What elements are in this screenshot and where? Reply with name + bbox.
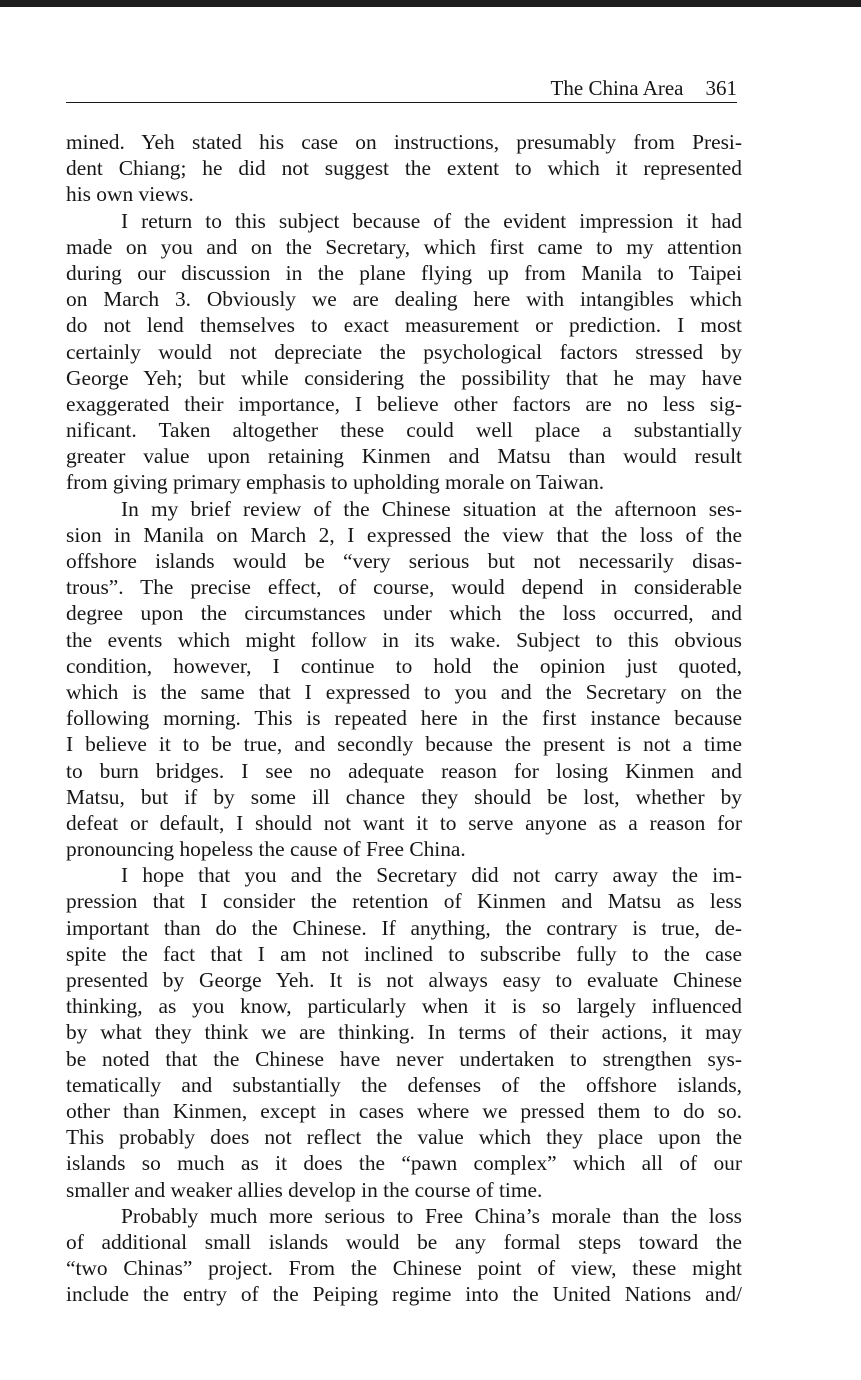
text-line: other than Kinmen, except in cases where we pressed them to do so.	[66, 1098, 742, 1123]
text-line: the events which might follow in its wake. Subject to this obvious	[66, 627, 742, 652]
text-line: by what they think we are thinking. In terms of their actions, it may	[66, 1020, 742, 1045]
text-line: mined. Yeh stated his case on instructions, presumably from Presi-	[66, 130, 742, 154]
text-line: trous”. The precise effect, of course, would depend in considerable	[66, 575, 742, 600]
text-line: Matsu, but if by some ill chance they should be lost, whether by	[66, 784, 742, 809]
text-line: during our discussion in the plane flying up from Manila to Taipei	[66, 260, 742, 285]
text-line: I return to this subject because of the evident impression it had	[121, 208, 742, 233]
text-line: nificant. Taken altogether these could well place a substantially	[66, 418, 742, 443]
text-line: pronouncing hopeless the cause of Free China.	[66, 837, 466, 862]
text-line: smaller and weaker allies develop in the course of time.	[66, 1177, 543, 1202]
text-line: sion in Manila on March 2, I expressed the view that the loss of the	[66, 522, 742, 547]
text-line: offshore islands would be “very serious but not necessarily disas-	[66, 549, 742, 573]
text-line: degree upon the circumstances under which the loss occurred, and	[66, 601, 742, 626]
text-line: pression that I consider the retention of Kinmen and Matsu as less	[66, 889, 742, 914]
running-header-text	[551, 76, 737, 100]
text-line: include the entry of the Peiping regime into the United Nations and/	[66, 1282, 742, 1307]
text-line: condition, however, I continue to hold the opinion just quoted,	[66, 653, 742, 678]
text-line: I hope that you and the Secretary did not carry away the im-	[121, 863, 742, 888]
text-line: which is the same that I expressed to you and the Secretary on the	[66, 679, 742, 704]
text-line: presented by George Yeh. It is not always easy to evaluate Chinese	[66, 968, 742, 992]
text-line: following morning. This is repeated here in the first instance because	[66, 706, 742, 731]
text-line: his own views.	[66, 182, 194, 207]
text-line: of additional small islands would be any formal steps toward the	[66, 1229, 742, 1254]
text-line: from giving primary emphasis to upholding morale on Taiwan.	[66, 470, 605, 495]
text-line: on March 3. Obviously we are dealing here with intangibles which	[66, 287, 742, 312]
text-line: This probably does not reflect the value which they place upon the	[66, 1125, 742, 1150]
text-line: defeat or default, I should not want it to serve anyone as a reason for	[66, 810, 742, 835]
text-line: I believe it to be true, and secondly because the present is not a time	[66, 732, 742, 757]
text-line: dent Chiang; he did not suggest the extent to which it represented	[66, 156, 742, 181]
running-header-title: The China Area	[550, 76, 684, 100]
running-header	[66, 76, 737, 103]
text-line: islands so much as it does the “pawn complex” which all of our	[66, 1151, 742, 1176]
text-line: In my brief review of the Chinese situation at the afternoon ses-	[121, 496, 742, 521]
text-line: “two Chinas” project. From the Chinese point of view, these might	[66, 1256, 742, 1281]
text-line: to burn bridges. I see no adequate reason for losing Kinmen and	[66, 758, 742, 783]
text-line: George Yeh; but while considering the possibility that he may have	[66, 365, 742, 390]
text-line: do not lend themselves to exact measurement or prediction. I most	[66, 313, 742, 338]
text-line: made on you and on the Secretary, which first came to my attention	[66, 234, 742, 259]
text-line: Probably much more serious to Free China’s morale than the loss	[121, 1203, 742, 1228]
text-line: exaggerated their importance, I believe other factors are no less sig-	[66, 391, 742, 416]
text-line: spite the fact that I am not inclined to subscribe fully to the case	[66, 941, 742, 966]
text-line: tematically and substantially the defenses of the offshore islands,	[66, 1072, 742, 1097]
page-number: 361	[705, 76, 737, 100]
page-top-edge	[0, 0, 861, 7]
text-line: greater value upon retaining Kinmen and Matsu than would result	[66, 444, 742, 469]
text-line: important than do the Chinese. If anything, the contrary is true, de-	[66, 915, 742, 940]
text-line: be noted that the Chinese have never undertaken to strengthen sys-	[66, 1046, 742, 1071]
body-text	[66, 129, 742, 1307]
text-line: thinking, as you know, particularly when it is so largely influenced	[66, 994, 742, 1019]
text-line: certainly would not depreciate the psychological factors stressed by	[66, 339, 742, 364]
